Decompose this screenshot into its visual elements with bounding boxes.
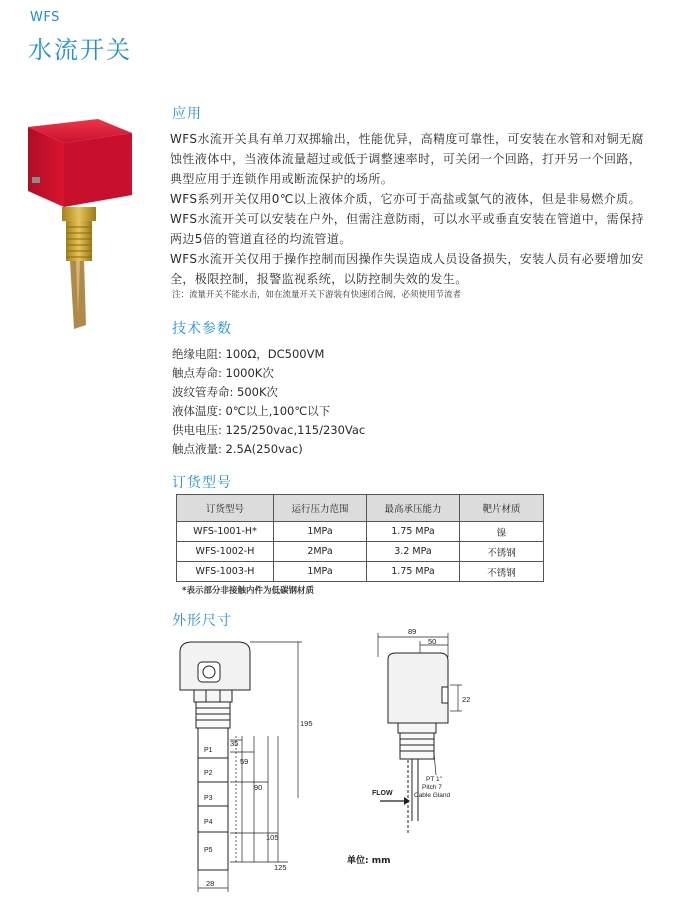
product-photo xyxy=(20,115,140,335)
ordering-table xyxy=(176,494,544,582)
application-line: WFS系列开关仅用0℃以上液体介质，它亦可于高盐或氯气的液体，但是非易燃介质。 xyxy=(170,192,641,206)
paddle-label: P1 xyxy=(204,747,213,754)
dimension-label: 125 xyxy=(274,863,287,872)
ordering-heading: 订货型号 xyxy=(172,475,232,491)
spec-line: 绝缘电阻: 100Ω，DC500VM xyxy=(172,347,325,361)
column-header: 运行压力范围 xyxy=(274,495,367,522)
pitch-label: Pitch 7 xyxy=(422,784,442,791)
dimensions-heading: 外形尺寸 xyxy=(172,613,232,629)
dimension-label: 35 xyxy=(230,739,239,748)
side-view-drawing xyxy=(360,625,490,840)
column-header: 靶片材质 xyxy=(460,495,544,522)
ordering-footnote: *表示部分非接触内件为低碳钢材质 xyxy=(182,586,314,596)
application-heading: 应用 xyxy=(172,106,202,122)
flow-label: FLOW xyxy=(372,790,393,797)
dimension-label: 105 xyxy=(266,833,279,842)
table-cell: 镍 xyxy=(460,522,544,542)
application-text xyxy=(170,129,644,289)
application-note: 注：流量开关不能水击，如在流量开关下游装有快速闭合阀，必须使用节流者 xyxy=(172,290,462,300)
table-cell: WFS-1003-H xyxy=(177,562,274,582)
table-cell: 1.75 MPa xyxy=(367,562,460,582)
table-cell: 不锈钢 xyxy=(460,562,544,582)
application-line: WFS水流开关具有单刀双掷输出，性能优异，高精度可靠性，可安装在水管和对铜无腐 xyxy=(170,132,644,146)
spec-line: 波纹管寿命: 500K次 xyxy=(172,385,279,399)
table-row xyxy=(177,562,544,582)
spec-line: 供电电压: 125/250vac,115/230Vac xyxy=(172,423,366,437)
table-cell: 1.75 MPa xyxy=(367,522,460,542)
application-line: WFS水流开关可以安装在户外，但需注意防雨，可以水平或垂直安装在管道中，需保持 xyxy=(170,212,644,226)
specs-heading: 技术参数 xyxy=(172,321,232,337)
table-header-row xyxy=(177,495,544,522)
paddle-label: P3 xyxy=(204,795,213,802)
dimension-label: 28 xyxy=(206,879,215,888)
unit-label: 单位: mm xyxy=(347,856,391,866)
page-title: 水流开关 xyxy=(28,36,132,64)
column-header: 订货型号 xyxy=(177,495,274,522)
dimension-label: 59 xyxy=(240,757,249,766)
table-cell: WFS-1001-H* xyxy=(177,522,274,542)
front-view-drawing xyxy=(170,630,340,900)
paddle-label: P2 xyxy=(204,770,213,777)
table-cell: 不锈钢 xyxy=(460,542,544,562)
paddle-label: P5 xyxy=(204,847,213,854)
thread-label: PT 1" xyxy=(426,776,442,783)
application-line: WFS水流开关仅用于操作控制而因操作失误造成人员设备损失，安装人员有必要增加安 xyxy=(170,252,644,266)
dimension-label: 89 xyxy=(408,627,417,636)
table-cell: 3.2 MPa xyxy=(367,542,460,562)
dimension-label: 50 xyxy=(428,637,437,646)
dimension-label: 22 xyxy=(462,695,471,704)
spec-line: 液体温度: 0℃以上,100℃以下 xyxy=(172,404,331,418)
application-line: 两边5倍的管道直径的均流管道。 xyxy=(170,232,352,246)
table-cell: 1MPa xyxy=(274,562,367,582)
table-row xyxy=(177,542,544,562)
gland-label: Cable Gland xyxy=(414,792,451,799)
series-label: WFS xyxy=(30,10,60,25)
application-line: 典型应用于连锁作用或断流保护的场所。 xyxy=(170,172,394,186)
table-cell: 2MPa xyxy=(274,542,367,562)
dimension-label: 90 xyxy=(254,783,263,792)
spec-line: 触点寿命: 1000K次 xyxy=(172,366,274,380)
application-line: 蚀性液体中，当液体流量超过或低于调整速率时，可关闭一个回路，打开另一个回路， xyxy=(170,152,642,166)
table-row xyxy=(177,522,544,542)
paddle-label: P4 xyxy=(204,819,213,826)
column-header: 最高承压能力 xyxy=(367,495,460,522)
table-cell: 1MPa xyxy=(274,522,367,542)
table-cell: WFS-1002-H xyxy=(177,542,274,562)
application-line: 全，极限控制，报警监视系统，以防控制失效的发生。 xyxy=(170,272,468,286)
dimension-label: 195 xyxy=(300,719,313,728)
spec-line: 触点液量: 2.5A(250vac) xyxy=(172,442,303,456)
